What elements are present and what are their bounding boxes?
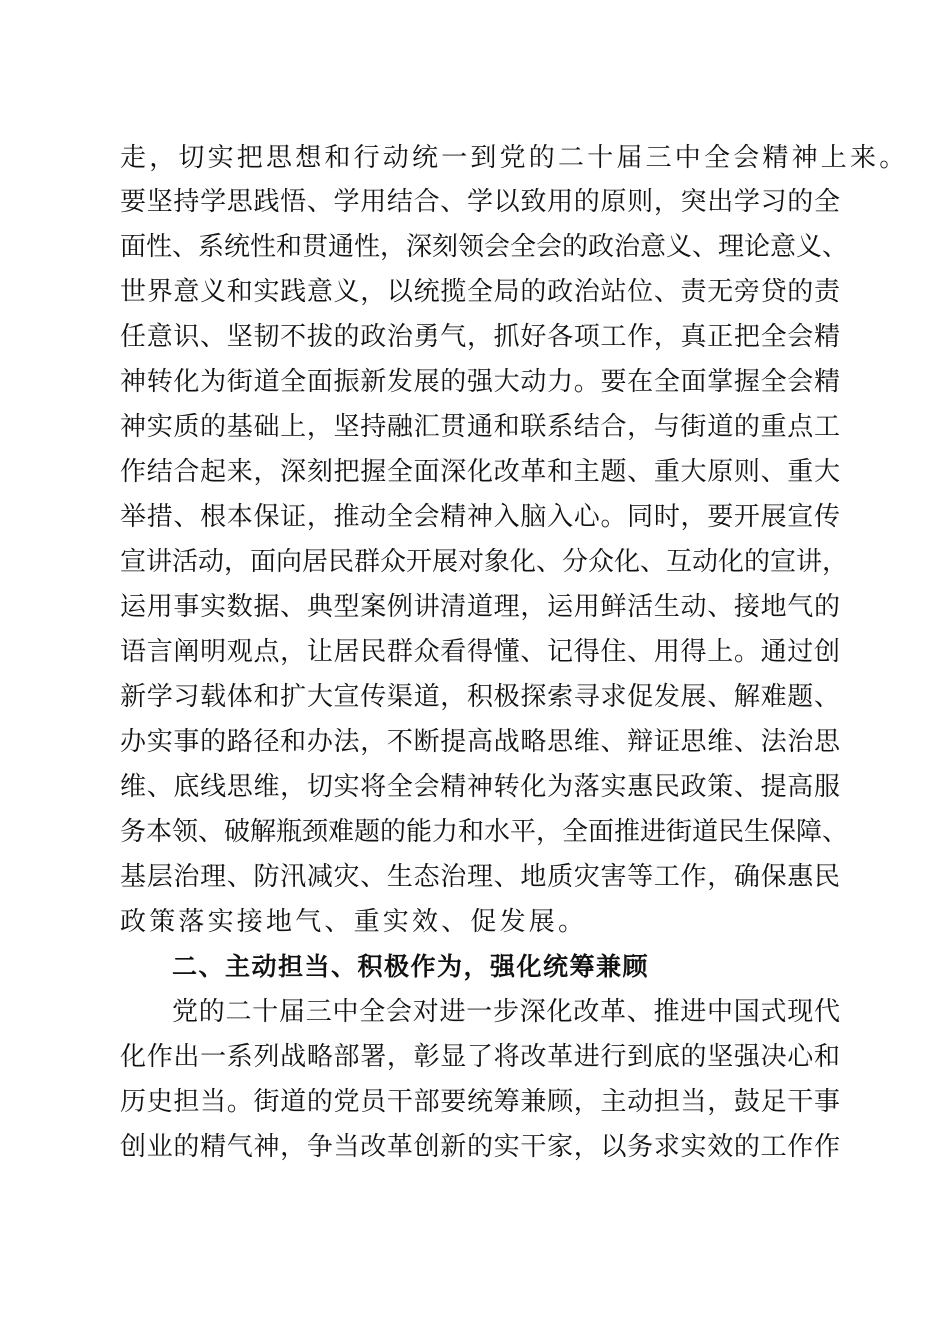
- paragraph1-line-7: 神实质的基础上，坚持融汇贯通和联系结合，与街道的重点工: [120, 412, 840, 442]
- paragraph1-line-9: 举措、根本保证，推动全会精神入脑入心。同时，要开展宣传: [120, 502, 840, 532]
- paragraph1-line-3: 面性、系统性和贯通性，深刻领会全会的政治意义、理论意义、: [120, 232, 849, 262]
- paragraph1-line-4: 世界意义和实践意义，以统揽全局的政治站位、责无旁贷的责: [120, 277, 840, 307]
- paragraph1-line-6: 神转化为街道全面振新发展的强大动力。要在全面掌握全会精: [120, 367, 840, 397]
- paragraph2-line-1: 党的二十届三中全会对进一步深化改革、推进中国式现代: [172, 997, 840, 1027]
- paragraph1-line-15: 维、底线思维，切实将全会精神转化为落实惠民政策、提高服: [120, 772, 840, 802]
- paragraph1-line-5: 任意识、坚韧不拔的政治勇气，抓好各项工作，真正把全会精: [120, 322, 840, 352]
- paragraph1-line-14: 办实事的路径和办法，不断提高战略思维、辩证思维、法治思: [120, 727, 840, 757]
- paragraph1-line-10: 宣讲活动，面向居民群众开展对象化、分众化、互动化的宣讲，: [120, 547, 849, 577]
- paragraph1-line-2: 要坚持学思践悟、学用结合、学以致用的原则，突出学习的全: [120, 187, 840, 217]
- paragraph1-line-12: 语言阐明观点，让居民群众看得懂、记得住、用得上。通过创: [120, 637, 840, 667]
- paragraph1-line-1: 走，切实把思想和行动统一到党的二十届三中全会精神上来。: [120, 143, 909, 173]
- paragraph2-line-3: 历史担当。街道的党员干部要统筹兼顾，主动担当，鼓足干事: [120, 1087, 840, 1117]
- paragraph1-line-18: 政策落实接地气、重实效、促发展。: [120, 907, 588, 937]
- paragraph1-line-13: 新学习载体和扩大宣传渠道，积极探索寻求促发展、解难题、: [120, 682, 840, 712]
- paragraph1-line-11: 运用事实数据、典型案例讲清道理，运用鲜活生动、接地气的: [120, 592, 840, 622]
- paragraph1-line-17: 基层治理、防汛减灾、生态治理、地质灾害等工作，确保惠民: [120, 862, 840, 892]
- paragraph2-line-2: 化作出一系列战略部署，彰显了将改革进行到底的坚强决心和: [120, 1042, 840, 1072]
- paragraph1-line-16: 务本领、破解瓶颈难题的能力和水平，全面推进街道民生保障、: [120, 817, 849, 847]
- section-heading: 二、主动担当、积极作为，强化统筹兼顾: [172, 952, 650, 981]
- paragraph2-line-4: 创业的精气神，争当改革创新的实干家，以务求实效的工作作: [120, 1132, 840, 1162]
- paragraph1-line-8: 作结合起来，深刻把握全面深化改革和主题、重大原则、重大: [120, 457, 840, 487]
